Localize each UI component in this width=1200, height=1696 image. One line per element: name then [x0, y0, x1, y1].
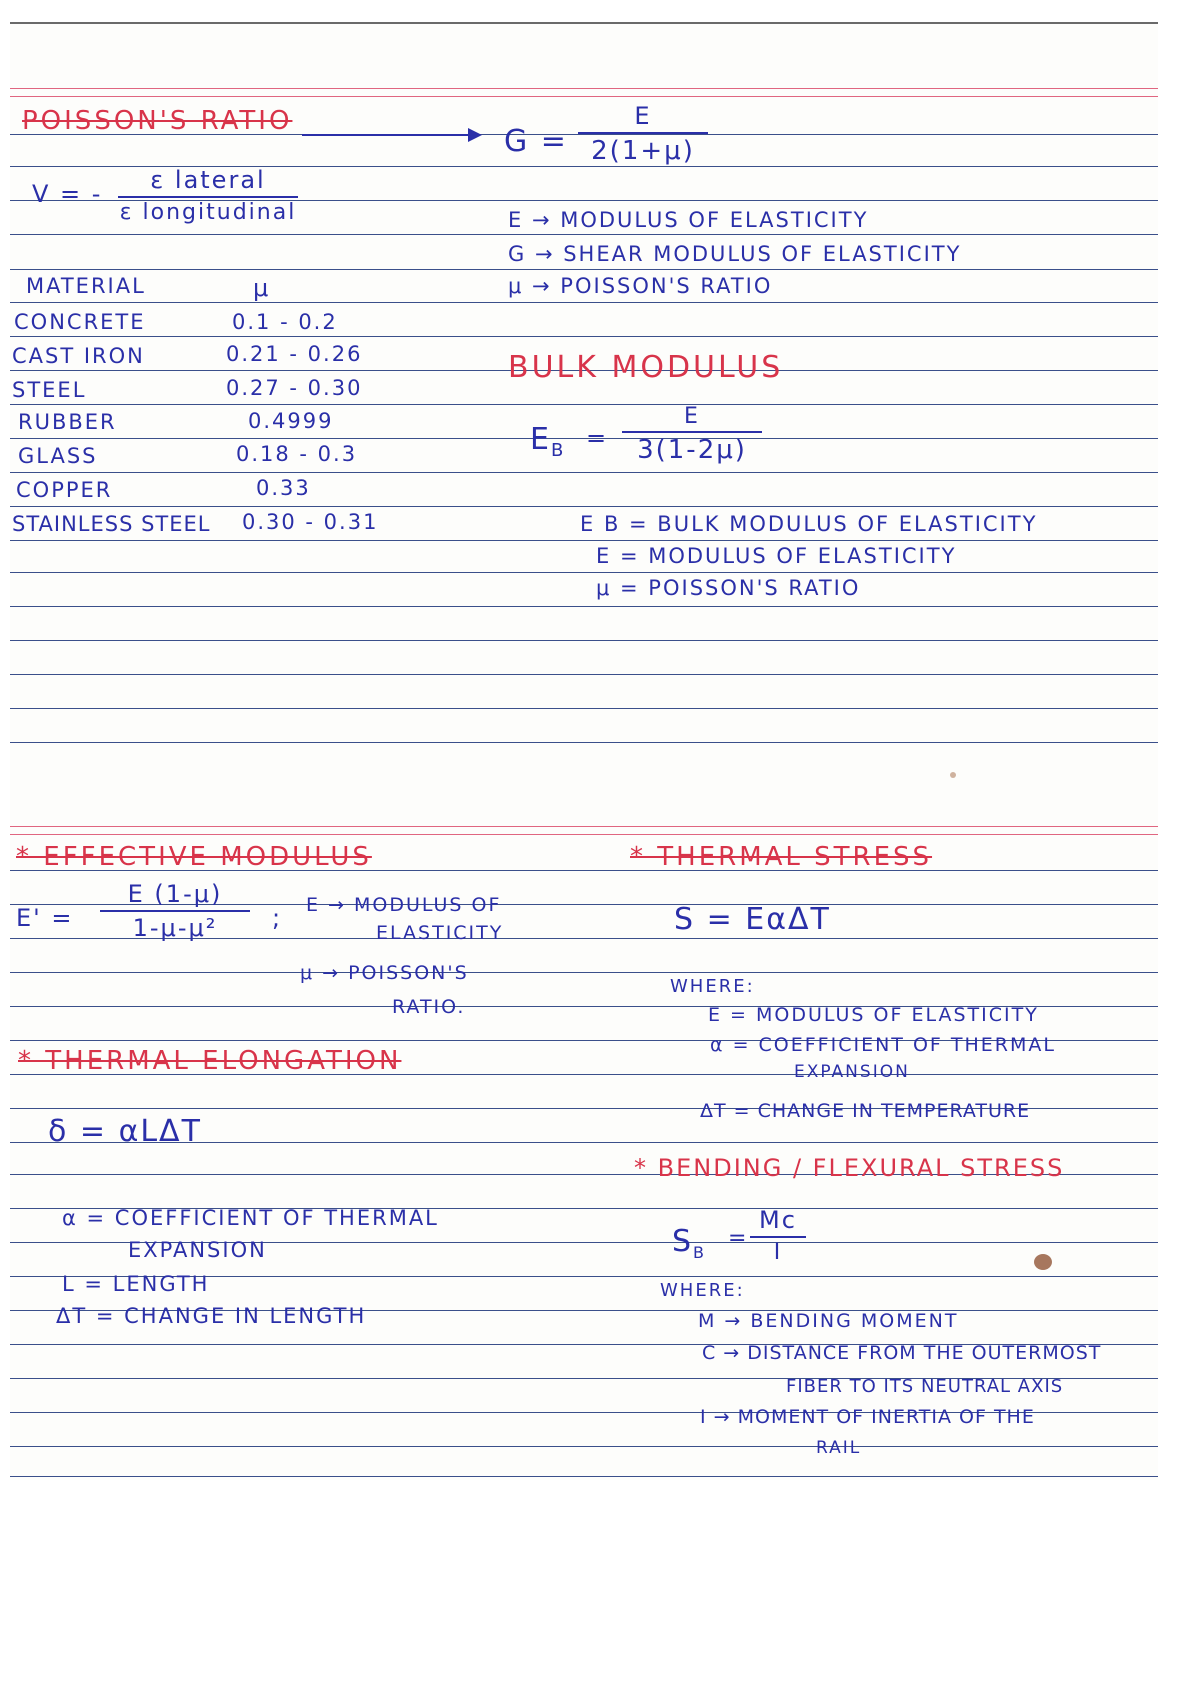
- nu-lhs: V = -: [32, 180, 103, 208]
- effective-def: ELASTICITY: [376, 922, 504, 944]
- material-cell: GLASS: [18, 444, 98, 468]
- effective-separator: ;: [272, 904, 283, 932]
- mu-cell: 0.18 - 0.3: [236, 442, 358, 466]
- bending-lhs: [672, 1224, 706, 1262]
- material-cell: RUBBER: [18, 410, 117, 434]
- ruled-line: [10, 742, 1158, 743]
- shear-fraction: [578, 102, 708, 166]
- bending-title: * BENDING / FLEXURAL STRESS: [634, 1154, 1065, 1182]
- table-header-material: MATERIAL: [26, 274, 146, 298]
- ink-stain: [1034, 1254, 1052, 1270]
- ruled-line: [10, 506, 1158, 507]
- nu-numerator: ε lateral: [150, 166, 266, 194]
- shear-lhs: G =: [504, 124, 568, 159]
- bending-where: WHERE:: [660, 1280, 745, 1301]
- mu-cell: 0.27 - 0.30: [226, 376, 363, 400]
- effective-def: E → MODULUS OF: [306, 894, 502, 916]
- red-margin-line: [10, 834, 1158, 835]
- thermal-elongation-def: ΔT = CHANGE IN LENGTH: [56, 1304, 367, 1328]
- ruled-line: [10, 572, 1158, 573]
- ruled-line: [10, 640, 1158, 641]
- bulk-denominator: 3(1-2μ): [637, 435, 747, 465]
- fraction-bar: [750, 1236, 806, 1238]
- bending-fraction: [750, 1206, 806, 1265]
- ruled-line: [10, 674, 1158, 675]
- table-header-mu: μ: [253, 274, 271, 302]
- arrow-right-icon: [302, 134, 480, 136]
- bending-numerator: Mc: [759, 1206, 797, 1234]
- nu-fraction: [118, 166, 298, 225]
- ruled-line: [10, 1476, 1158, 1477]
- ruled-line: [10, 302, 1158, 303]
- ruled-line: [10, 269, 1158, 270]
- shear-def: E → MODULUS OF ELASTICITY: [508, 208, 869, 232]
- bending-equals: =: [728, 1226, 749, 1251]
- bulk-lhs-symbol: E: [530, 422, 551, 457]
- shear-def: G → SHEAR MODULUS OF ELASTICITY: [508, 242, 962, 266]
- effective-def: RATIO.: [392, 996, 466, 1018]
- effective-numerator: E (1-μ): [127, 880, 223, 908]
- nu-denominator: ε longitudinal: [119, 200, 297, 225]
- thermal-stress-where: WHERE:: [670, 976, 755, 997]
- effective-denominator: 1-μ-μ²: [132, 914, 218, 942]
- effective-def: μ → POISSON'S: [300, 962, 469, 984]
- shear-numerator: E: [634, 102, 652, 130]
- bulk-def: μ = POISSON'S RATIO: [596, 576, 861, 600]
- bulk-fraction: [622, 404, 762, 465]
- thermal-stress-title: * THERMAL STRESS: [630, 842, 933, 872]
- ruled-line: [10, 438, 1158, 439]
- thermal-stress-def: E = MODULUS OF ELASTICITY: [708, 1004, 1039, 1026]
- bending-def: RAIL: [816, 1438, 862, 1458]
- thermal-stress-formula: S = EαΔT: [674, 902, 831, 937]
- index-card-bottom: [10, 754, 1158, 1480]
- shear-denominator: 2(1+μ): [591, 136, 695, 166]
- bending-lhs-symbol: S: [672, 1224, 694, 1259]
- thermal-stress-def: EXPANSION: [794, 1062, 910, 1082]
- bulk-def: E B = BULK MODULUS OF ELASTICITY: [580, 512, 1038, 536]
- material-cell: COPPER: [16, 478, 113, 502]
- thermal-elongation-title: * THERMAL ELONGATION: [18, 1046, 402, 1076]
- mu-cell: 0.30 - 0.31: [242, 510, 379, 534]
- fraction-bar: [622, 431, 762, 433]
- bending-def: I → MOMENT OF INERTIA OF THE: [700, 1406, 1035, 1428]
- mu-cell: 0.33: [256, 476, 311, 500]
- fraction-bar: [578, 132, 708, 134]
- thermal-elongation-def: L = LENGTH: [62, 1272, 210, 1296]
- ruled-line: [10, 404, 1158, 405]
- bulk-title: BULK MODULUS: [508, 350, 784, 385]
- ruled-line: [10, 1446, 1158, 1447]
- effective-title: * EFFECTIVE MODULUS: [16, 842, 372, 872]
- thermal-stress-def: ΔT = CHANGE IN TEMPERATURE: [700, 1100, 1031, 1122]
- fraction-bar: [100, 910, 250, 912]
- index-card-top: [10, 22, 1158, 756]
- ruled-line: [10, 472, 1158, 473]
- bending-def: C → DISTANCE FROM THE OUTERMOST: [702, 1342, 1102, 1364]
- bending-lhs-subscript: B: [693, 1243, 707, 1262]
- mu-cell: 0.1 - 0.2: [232, 310, 338, 334]
- bending-denominator: I: [773, 1240, 783, 1265]
- material-cell: CONCRETE: [14, 310, 146, 334]
- thermal-elongation-def: α = COEFFICIENT OF THERMAL: [62, 1206, 439, 1230]
- effective-fraction: [100, 880, 250, 942]
- ruled-line: [10, 234, 1158, 235]
- bending-def: FIBER TO ITS NEUTRAL AXIS: [786, 1376, 1064, 1397]
- mu-cell: 0.21 - 0.26: [226, 342, 363, 366]
- bulk-numerator: E: [684, 404, 700, 429]
- thermal-elongation-formula: δ = αLΔT: [48, 1114, 202, 1149]
- ruled-line: [10, 606, 1158, 607]
- fraction-bar: [118, 196, 298, 198]
- effective-lhs: E' =: [16, 904, 74, 932]
- bending-def: M → BENDING MOMENT: [698, 1310, 959, 1332]
- thermal-elongation-def: EXPANSION: [128, 1238, 267, 1262]
- ruled-line: [10, 708, 1158, 709]
- mu-cell: 0.4999: [248, 409, 334, 433]
- material-cell: STEEL: [12, 378, 87, 402]
- bulk-lhs: [530, 422, 565, 461]
- ruled-line: [10, 540, 1158, 541]
- ruled-line: [10, 972, 1158, 973]
- red-margin-line: [10, 88, 1158, 89]
- material-cell: CAST IRON: [12, 344, 145, 368]
- material-cell: STAINLESS STEEL: [12, 512, 211, 536]
- shear-def: μ → POISSON'S RATIO: [508, 274, 773, 298]
- red-margin-line: [10, 96, 1158, 97]
- thermal-stress-def: α = COEFFICIENT OF THERMAL: [710, 1034, 1056, 1056]
- ink-stain: [950, 772, 956, 778]
- ruled-line: [10, 336, 1158, 337]
- poisson-title: POISSON'S RATIO: [22, 106, 293, 136]
- bulk-lhs-subscript: B: [550, 440, 566, 461]
- bulk-equals: =: [586, 424, 609, 452]
- bulk-def: E = MODULUS OF ELASTICITY: [596, 544, 957, 568]
- red-margin-line: [10, 826, 1158, 827]
